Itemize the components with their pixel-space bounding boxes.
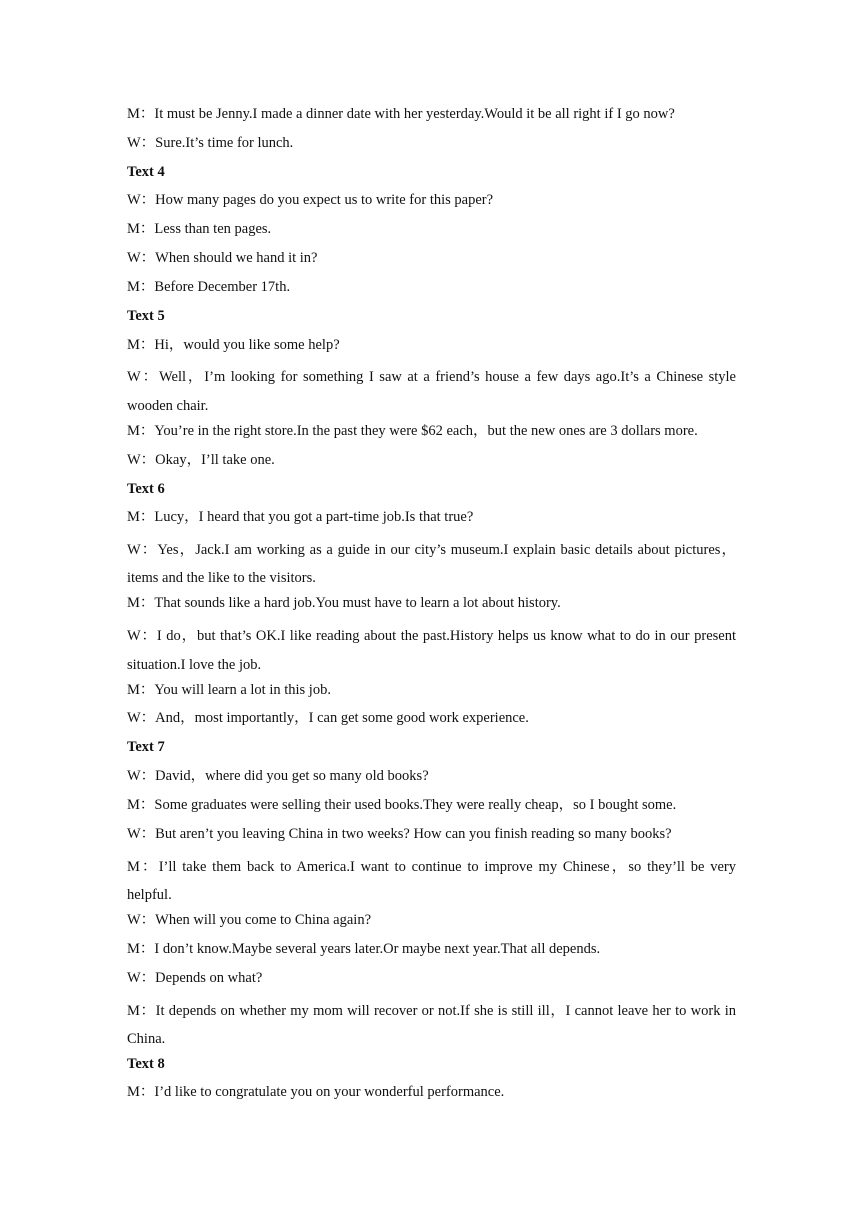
dialogue-line: M：Lucy，I heard that you got a part-time job.Is that true? xyxy=(127,509,474,526)
dialogue-line: W：But aren’t you leaving China in two weeks? How can you finish reading so many books? xyxy=(127,825,672,842)
dialogue-paragraph: W：Yes，Jack.I am working as a guide in our city’s museum.I explain basic details about pictures，items and the like to the visitors. xyxy=(127,542,736,587)
section-heading-text-6: Text 6 xyxy=(127,480,165,497)
dialogue-line: M：I’d like to congratulate you on your wonderful performance. xyxy=(127,1084,505,1101)
dialogue-line: M：Hi，would you like some help? xyxy=(127,336,340,353)
dialogue-paragraph: M：It depends on whether my mom will recover or not.If she is still ill，I cannot leave her to work in China. xyxy=(127,1002,736,1047)
section-heading-text-8: Text 8 xyxy=(127,1055,165,1072)
dialogue-line: M：Before December 17th. xyxy=(127,279,291,296)
section-heading-text-5: Text 5 xyxy=(127,307,165,324)
dialogue-line: M：That sounds like a hard job.You must have to learn a lot about history. xyxy=(127,595,561,612)
dialogue-line: W：When should we hand it in? xyxy=(127,250,318,267)
section-heading-text-4: Text 4 xyxy=(127,163,165,180)
dialogue-line: W：Sure.It’s time for lunch. xyxy=(127,134,294,151)
dialogue-line: W：When will you come to China again? xyxy=(127,911,372,928)
dialogue-line: M：I don’t know.Maybe several years later.Or maybe next year.That all depends. xyxy=(127,940,601,957)
section-heading-text-7: Text 7 xyxy=(127,739,165,756)
dialogue-line: M：You’re in the right store.In the past they were $62 each，but the new ones are 3 dollars more. xyxy=(127,422,698,439)
dialogue-paragraph: W：I do，but that’s OK.I like reading about the past.History helps us know what to do in our present situation.I love the job. xyxy=(127,628,736,673)
dialogue-paragraph: W：Well，I’m looking for something I saw at a friend’s house a few days ago.It’s a Chinese style wooden chair. xyxy=(127,369,736,414)
dialogue-line: W：How many pages do you expect us to write for this paper? xyxy=(127,192,494,209)
dialogue-line: M：You will learn a lot in this job. xyxy=(127,681,331,698)
dialogue-line: M：It must be Jenny.I made a dinner date with her yesterday.Would it be all right if I go now? xyxy=(127,106,675,122)
dialogue-line: W：Okay，I’ll take one. xyxy=(127,451,275,468)
dialogue-line: M：Some graduates were selling their used books.They were really cheap，so I bought some. xyxy=(127,796,677,813)
dialogue-line: W：And，most importantly，I can get some good work experience. xyxy=(127,710,529,727)
dialogue-paragraph: M：I’ll take them back to America.I want to continue to improve my Chinese，so they’ll be very helpful. xyxy=(127,858,736,903)
dialogue-line: M：Less than ten pages. xyxy=(127,221,272,238)
dialogue-line: W：David，where did you get so many old books? xyxy=(127,767,429,784)
transcript xyxy=(127,104,736,1111)
dialogue-line: W：Depends on what? xyxy=(127,969,263,986)
